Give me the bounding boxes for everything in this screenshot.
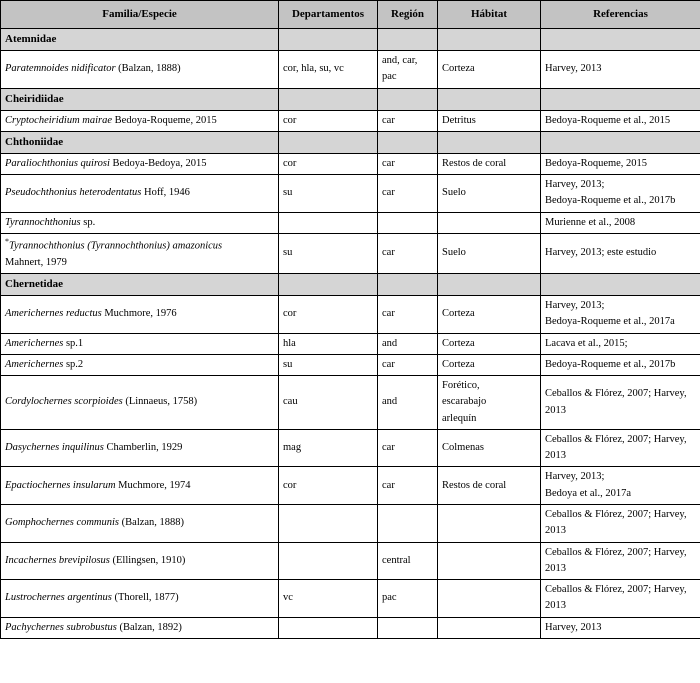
habitat-cell	[438, 505, 541, 543]
species-authority: sp.	[80, 216, 96, 228]
habitat-cell	[438, 617, 541, 638]
family-habitat-cell	[438, 88, 541, 110]
species-authority-second-line: Mahnert, 1979	[5, 256, 67, 268]
region-cell: car	[378, 429, 438, 467]
referencias-cell: Ceballos & Flórez, 2007; Harvey, 2013	[541, 505, 700, 543]
departamentos-cell	[279, 617, 378, 638]
departamentos-cell: cor, hla, su, vc	[279, 51, 378, 89]
family-depts-cell	[279, 29, 378, 51]
family-region-cell	[378, 274, 438, 296]
habitat-cell: Detritus	[438, 110, 541, 131]
family-region-cell	[378, 131, 438, 153]
family-row	[1, 88, 700, 110]
scientific-name: Americhernes	[5, 337, 64, 349]
referencias-cell: Ceballos & Flórez, 2007; Harvey, 2013	[541, 429, 700, 467]
region-cell: car	[378, 467, 438, 505]
family-name: Atemnidae	[1, 29, 279, 51]
table-row	[1, 212, 700, 233]
region-cell: pac	[378, 580, 438, 618]
family-depts-cell	[279, 131, 378, 153]
referencias-cell: Bedoya-Roqueme et al., 2017b	[541, 354, 700, 375]
species-authority: sp.2	[63, 358, 84, 370]
region-cell: and, car, pac	[378, 51, 438, 89]
habitat-cell: Restos de coral	[438, 153, 541, 174]
species-authority: sp.1	[63, 337, 84, 349]
table-row	[1, 617, 700, 638]
species-name-cell	[1, 505, 279, 543]
family-name: Cheiridiidae	[1, 88, 279, 110]
departamentos-cell: cor	[279, 153, 378, 174]
species-name-cell	[1, 175, 279, 213]
species-authority: (Balzan, 1892)	[116, 621, 182, 633]
referencias-cell: Harvey, 2013	[541, 617, 700, 638]
scientific-name: Pseudochthonius heterodentatus	[5, 187, 142, 199]
departamentos-cell: cor	[279, 296, 378, 334]
species-authority: (Thorell, 1877)	[111, 592, 179, 604]
region-cell: car	[378, 354, 438, 375]
table-row	[1, 175, 700, 213]
table-header	[1, 1, 700, 29]
family-name: Chernetidae	[1, 274, 279, 296]
new-record-asterisk: *	[5, 237, 9, 246]
region-cell: and	[378, 376, 438, 430]
region-cell: car	[378, 234, 438, 274]
table-row	[1, 51, 700, 89]
departamentos-cell: vc	[279, 580, 378, 618]
species-authority: Chamberlin, 1929	[103, 442, 183, 454]
species-authority: Muchmore, 1976	[101, 308, 177, 320]
species-authority: (Balzan, 1888)	[115, 63, 181, 75]
referencias-cell: Ceballos & Flórez, 2007; Harvey, 2013	[541, 580, 700, 618]
species-name-cell	[1, 376, 279, 430]
departamentos-cell: su	[279, 354, 378, 375]
species-name-cell	[1, 580, 279, 618]
region-cell: car	[378, 110, 438, 131]
departamentos-cell: hla	[279, 333, 378, 354]
column-header-region: Región	[378, 1, 438, 29]
family-refs-cell	[541, 29, 700, 51]
family-region-cell	[378, 29, 438, 51]
family-refs-cell	[541, 131, 700, 153]
habitat-cell: Corteza	[438, 354, 541, 375]
region-cell	[378, 212, 438, 233]
habitat-cell: Forético, escarabajo arlequín	[438, 376, 541, 430]
scientific-name: Americhernes reductus	[5, 308, 102, 320]
departamentos-cell: su	[279, 175, 378, 213]
region-cell	[378, 505, 438, 543]
species-authority: Muchmore, 1974	[115, 479, 191, 491]
column-header-referencias: Referencias	[541, 1, 700, 29]
departamentos-cell: mag	[279, 429, 378, 467]
referencias-cell: Harvey, 2013; Bedoya-Roqueme et al., 2017b	[541, 175, 700, 213]
referencias-cell: Bedoya-Roqueme, 2015	[541, 153, 700, 174]
referencias-cell: Murienne et al., 2008	[541, 212, 700, 233]
scientific-name: Cryptocheiridium mairae	[5, 114, 113, 126]
departamentos-cell	[279, 212, 378, 233]
table-row	[1, 110, 700, 131]
scientific-name: Gomphochernes communis	[5, 517, 120, 529]
scientific-name: Paratemnoides nidificator	[5, 63, 116, 75]
habitat-cell: Suelo	[438, 175, 541, 213]
region-cell: and	[378, 333, 438, 354]
region-cell: car	[378, 175, 438, 213]
table-header-row	[1, 1, 700, 29]
referencias-cell: Harvey, 2013; Bedoya-Roqueme et al., 2017a	[541, 296, 700, 334]
table-row	[1, 542, 700, 580]
species-name-cell	[1, 212, 279, 233]
species-name-cell	[1, 542, 279, 580]
table-row	[1, 354, 700, 375]
scientific-name: Lustrochernes argentinus	[5, 592, 112, 604]
scientific-name: Americhernes	[5, 358, 64, 370]
species-authority: Hoff, 1946	[141, 187, 190, 199]
referencias-cell: Harvey, 2013; este estudio	[541, 234, 700, 274]
table-row	[1, 234, 700, 274]
species-name-cell	[1, 110, 279, 131]
species-name-cell	[1, 51, 279, 89]
column-header-habitat: Hábitat	[438, 1, 541, 29]
species-name-cell	[1, 429, 279, 467]
departamentos-cell: cor	[279, 467, 378, 505]
habitat-cell: Colmenas	[438, 429, 541, 467]
family-name: Chthoniidae	[1, 131, 279, 153]
habitat-cell	[438, 580, 541, 618]
column-header-familia-especie: Familia/Especie	[1, 1, 279, 29]
table-row	[1, 333, 700, 354]
table-body	[1, 29, 700, 639]
species-authority: (Balzan, 1888)	[119, 517, 185, 529]
habitat-cell: Suelo	[438, 234, 541, 274]
species-name-cell	[1, 354, 279, 375]
species-authority: (Linnaeus, 1758)	[122, 396, 198, 408]
species-name-cell	[1, 234, 279, 274]
table-row	[1, 505, 700, 543]
scientific-name: Epactiochernes insularum	[5, 479, 116, 491]
family-row	[1, 274, 700, 296]
species-name-cell	[1, 153, 279, 174]
table-row	[1, 580, 700, 618]
habitat-cell: Corteza	[438, 333, 541, 354]
family-refs-cell	[541, 88, 700, 110]
species-authority: Bedoya-Roqueme, 2015	[112, 114, 217, 126]
departamentos-cell	[279, 542, 378, 580]
referencias-cell: Ceballos & Flórez, 2007; Harvey, 2013	[541, 376, 700, 430]
region-cell: car	[378, 153, 438, 174]
region-cell: car	[378, 296, 438, 334]
scientific-name: Cordylochernes scorpioides	[5, 396, 123, 408]
family-region-cell	[378, 88, 438, 110]
scientific-name: Tyrannochthonius (Tyrannochthonius) amazonicus	[9, 240, 223, 252]
habitat-cell	[438, 542, 541, 580]
family-row	[1, 29, 700, 51]
region-cell	[378, 617, 438, 638]
departamentos-cell	[279, 505, 378, 543]
table-row	[1, 153, 700, 174]
species-name-cell	[1, 467, 279, 505]
referencias-cell: Harvey, 2013; Bedoya et al., 2017a	[541, 467, 700, 505]
species-authority: Bedoya-Bedoya, 2015	[109, 157, 207, 169]
scientific-name: Incachernes brevipilosus	[5, 554, 110, 566]
departamentos-cell: cau	[279, 376, 378, 430]
species-name-cell	[1, 296, 279, 334]
referencias-cell: Harvey, 2013	[541, 51, 700, 89]
departamentos-cell: cor	[279, 110, 378, 131]
family-row	[1, 131, 700, 153]
family-depts-cell	[279, 88, 378, 110]
scientific-name: Tyrannochthonius	[5, 216, 81, 228]
referencias-cell: Ceballos & Flórez, 2007; Harvey, 2013	[541, 542, 700, 580]
table-row	[1, 376, 700, 430]
column-header-departamentos: Departamentos	[279, 1, 378, 29]
table-row	[1, 467, 700, 505]
family-habitat-cell	[438, 131, 541, 153]
habitat-cell: Restos de coral	[438, 467, 541, 505]
family-habitat-cell	[438, 29, 541, 51]
referencias-cell: Bedoya-Roqueme et al., 2015	[541, 110, 700, 131]
species-name-cell	[1, 617, 279, 638]
table-row	[1, 429, 700, 467]
habitat-cell	[438, 212, 541, 233]
habitat-cell: Corteza	[438, 296, 541, 334]
scientific-name: Paraliochthonius quirosi	[5, 157, 110, 169]
species-authority: (Ellingsen, 1910)	[109, 554, 186, 566]
habitat-cell: Corteza	[438, 51, 541, 89]
departamentos-cell: su	[279, 234, 378, 274]
scientific-name: Pachychernes subrobustus	[5, 621, 117, 633]
region-cell: central	[378, 542, 438, 580]
table-row	[1, 296, 700, 334]
species-name-cell	[1, 333, 279, 354]
scientific-name: Dasychernes inquilinus	[5, 442, 104, 454]
referencias-cell: Lacava et al., 2015;	[541, 333, 700, 354]
family-depts-cell	[279, 274, 378, 296]
family-habitat-cell	[438, 274, 541, 296]
family-refs-cell	[541, 274, 700, 296]
